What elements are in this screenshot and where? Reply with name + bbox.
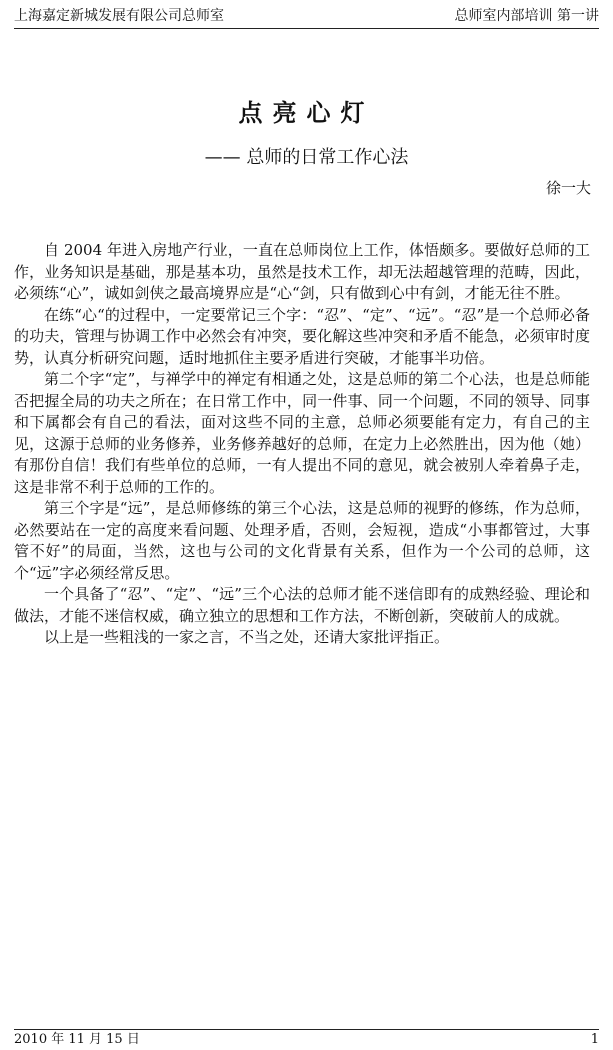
page-header xyxy=(14,6,599,29)
header-company: 上海嘉定新城发展有限公司总师室 xyxy=(14,8,224,24)
paragraph: 一个具备了“忍”、“定”、“远”三个心法的总师才能不迷信即有的成熟经验、理论和做法，才能不迷信权威，确立独立的思想和工作方法，不断创新，突破前人的成就。 xyxy=(14,585,590,625)
footer-date: 2010 年 11 月 15 日 xyxy=(14,1032,140,1047)
paragraph: 在练“心“的过程中，一定要常记三个字：“忍”、“定”、“远”。“忍”是一个总师必备的功夫，管理与协调工作中必然会有冲突，要化解这些冲突和矛盾不能急，必须审时度势，认真分析研究问题，适时地抓住主要矛盾进行突破，才能事半功倍。 xyxy=(14,305,590,367)
page-number: 1 xyxy=(590,1032,599,1047)
header-course: 总师室内部培训 第一讲 xyxy=(454,8,599,24)
document-author: 徐一大 xyxy=(545,179,591,197)
page-footer xyxy=(14,1029,599,1048)
document-title: 点亮心灯 xyxy=(238,99,375,127)
document-body xyxy=(14,240,590,649)
paragraph: 自 2004 年进入房地产行业，一直在总师岗位上工作，体悟颇多。要做好总师的工作，业务知识是基础，那是基本功，虽然是技术工作，却无法超越管理的范畴，因此，必须练“心”，诚如剑侠之最高境界应是“心“剑，只有做到心中有剑，才能无往不胜。 xyxy=(14,241,590,302)
paragraph: 以上是一些粗浅的一家之言，不当之处，还请大家批评指正。 xyxy=(44,628,450,646)
document-subtitle: —— 总师的日常工作心法 xyxy=(204,147,409,168)
paragraph: 第二个字“定”，与禅学中的禅定有相通之处，这是总师的第二个心法，也是总师能否把握全局的功夫之所在；在日常工作中，同一件事、同一个问题，不同的领导、同事和下属都会有自己的看法，面对这些不同的主意，总师必须要能有定力，有自己的主见，这源于总师的业务修养，业务修养越好的总师，在定力上必然胜出，因为他（她）有那份自信！我们有些单位的总师，一有人提出不同的意见，就会被别人牵着鼻子走，这是非常不利于总师的工作的。 xyxy=(14,370,590,496)
paragraph: 第三个字是“远”，是总师修练的第三个心法，这是总师的视野的修练，作为总师，必然要站在一定的高度来看问题、处理矛盾，否则，会短视，造成“小事都管过，大事管不好”的局面，当然，这也与公司的文化背景有关系，但作为一个公司的总师，这个“远”字必须经常反思。 xyxy=(14,499,590,582)
